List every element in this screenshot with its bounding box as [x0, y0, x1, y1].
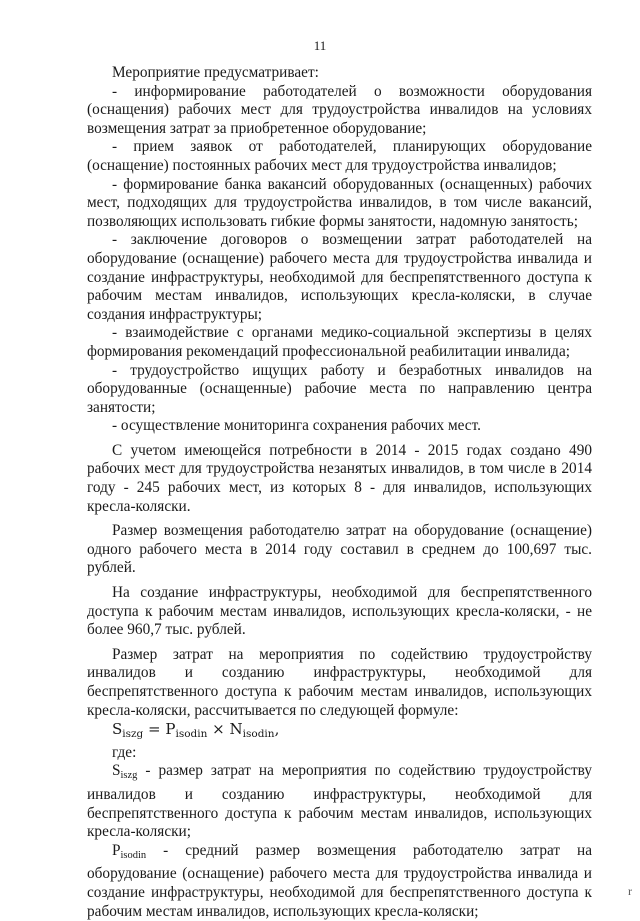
- definition-item: [87, 842, 592, 921]
- list-item: - заключение договоров о возмещении затрат работодателей на оборудование (оснащение) рабочего места для трудоустройства инвалида и создание инфраструктуры, необходимой для беспрепятственного доступа к рабочим местам инвалидов, использующих кресла-коляски, в случае создания инфраструктуры;: [87, 231, 592, 323]
- corner-mark: r: [628, 884, 632, 898]
- symbol-subscript: isodin: [120, 849, 147, 861]
- formula-symbol: N: [229, 720, 243, 739]
- list-item: - информирование работодателей о возможности оборудования (оснащения) рабочих мест для трудоустройства инвалидов на условиях возмещения затрат за приобретенное оборудование;: [87, 82, 592, 137]
- formula-symbol: P: [165, 720, 176, 739]
- page-number: 11: [313, 38, 327, 53]
- list-item: - трудоустройство ищущих работу и безработных инвалидов на оборудованные (оснащенные) рабочие места по направлению центра занятости;: [87, 361, 592, 416]
- list-item: - прием заявок от работодателей, планирующих оборудование (оснащение) постоянных рабочих мест для трудоустройства инвалидов;: [87, 138, 592, 174]
- formula-subscript: iszg: [122, 728, 144, 741]
- body-paragraph: С учетом имеющейся потребности в 2014 - 2015 годах создано 490 рабочих мест для трудоустройства незанятых инвалидов, в том числе в 2014 году - 245 рабочих мест, из которых 8 - для инвалидов, использующих кресла-коляски.: [87, 441, 592, 515]
- symbol-letter: S: [112, 762, 121, 780]
- body-paragraph: На создание инфраструктуры, необходимой для беспрепятственного доступа к рабочим местам инвалидов, использующих кресла-коляски, - не более 960,7 тыс. рублей.: [87, 584, 592, 639]
- formula-symbol: S: [112, 720, 123, 739]
- symbol-subscript: iszg: [120, 770, 138, 782]
- list-item: - взаимодействие с органами медико-социальной экспертизы в целях формирования рекомендаций профессиональной реабилитации инвалида;: [87, 324, 592, 360]
- formula-operator: =: [143, 720, 166, 739]
- list-item: - формирование банка вакансий оборудованных (оснащенных) рабочих мест, подходящих для трудоустройства инвалидов, в том числе вакансий, позволяющих использовать гибкие формы занятости, надомную занятость;: [87, 175, 592, 230]
- symbol-letter: P: [112, 841, 121, 859]
- formula-factor: [165, 720, 208, 741]
- list-item: - осуществление мониторинга сохранения рабочих мест.: [112, 417, 481, 435]
- formula-lhs: [112, 720, 144, 741]
- definition-symbol: [112, 762, 138, 782]
- definition-text: - средний размер возмещения работодателю затрат на оборудование (оснащение) рабочего места для трудоустройства инвалида и создание инфраструктуры, необходимой для беспрепятственного доступа к рабочим местам инвалидов, использующих кресла-коляски;: [87, 841, 592, 920]
- formula-punctuation: ,: [274, 720, 280, 739]
- formula-factor: [229, 720, 275, 741]
- body-paragraph: Размер затрат на мероприятия по содействию трудоустройству инвалидов и созданию инфраструктуры, необходимой для беспрепятственного доступа к рабочим местам инвалидов, использующих кресла-коляски, рассчитывается по следующей формуле:: [87, 645, 592, 719]
- cost-formula: [87, 720, 592, 744]
- formula-operator: ×: [207, 720, 230, 739]
- definition-text: - размер затрат на мероприятия по содействию трудоустройству инвалидов и созданию инфраструктуры, необходимой для беспрепятственного доступа к рабочим местам инвалидов, использующих кресла-коляски;: [87, 762, 592, 841]
- formula-subscript: isodin: [175, 728, 208, 741]
- document-body: [87, 64, 592, 921]
- definition-symbol: [112, 842, 146, 859]
- formula-subscript: isodin: [242, 728, 275, 741]
- body-paragraph: Размер возмещения работодателю затрат на оборудование (оснащение) одного рабочего места в 2014 году составил в среднем до 100,697 тыс. рублей.: [87, 522, 592, 577]
- definition-item: [87, 762, 592, 841]
- intro-line: Мероприятие предусматривает:: [112, 64, 319, 81]
- where-label: где:: [112, 743, 137, 761]
